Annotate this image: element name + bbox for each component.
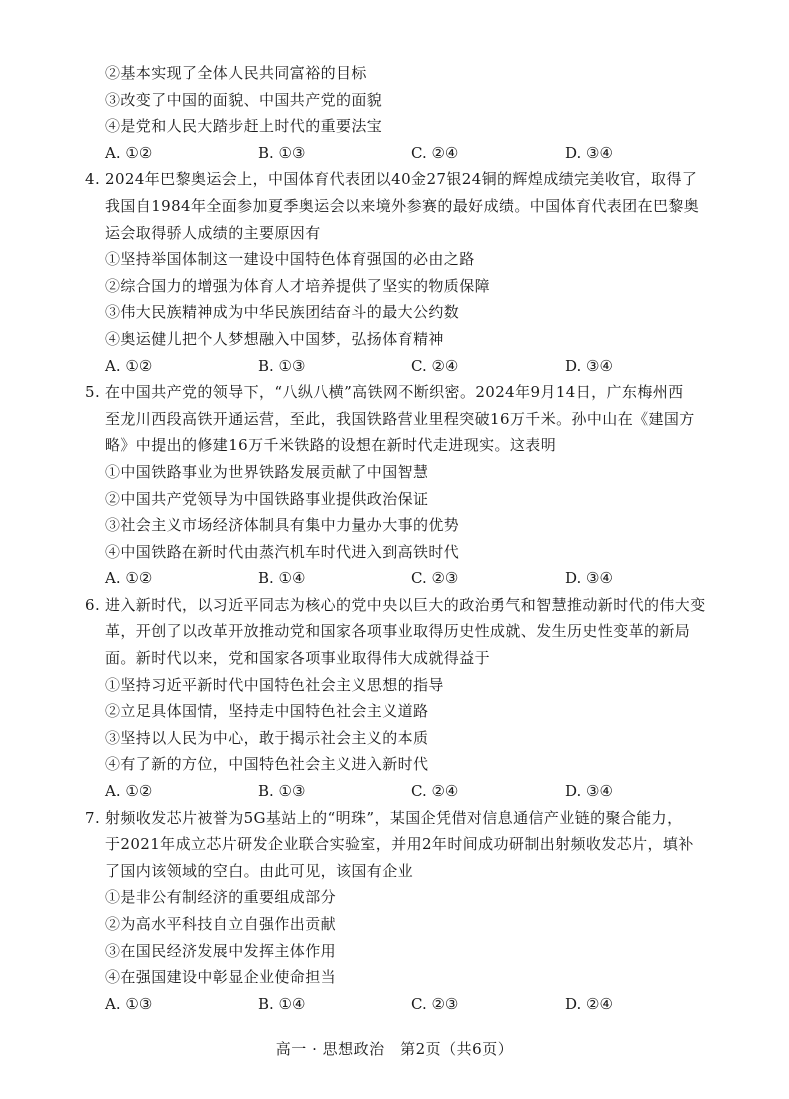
question-stem-line: 略》中提出的修建16万千米铁路的设想在新时代走进现实。这表明 xyxy=(105,436,557,455)
option-item: ②综合国力的增强为体育人才培养提供了坚实的物质保障 xyxy=(105,276,491,295)
answer-choices xyxy=(0,353,789,380)
question-5 xyxy=(0,379,789,592)
option-item: ③改变了中国的面貌、中国共产党的面貌 xyxy=(105,90,383,109)
option-item: ④中国铁路在新时代由蒸汽机车时代进入到高铁时代 xyxy=(105,542,460,561)
option-item: ②基本实现了全体人民共同富裕的目标 xyxy=(105,64,367,82)
question-stem-line: 运会取得骄人成绩的主要原因有 xyxy=(105,223,321,242)
choice-c: C. ②③ xyxy=(411,994,459,1013)
stem-text: 射频收发芯片被誉为5G基站上的“明珠”，某国企凭借对信息通信产业链的聚合能力， xyxy=(105,808,683,827)
question-6 xyxy=(0,592,789,805)
answer-choices xyxy=(0,991,789,1018)
option-item: ①是非公有制经济的重要组成部分 xyxy=(105,888,337,907)
question-stem-line xyxy=(0,592,789,619)
option-item: ③在国民经济发展中发挥主体作用 xyxy=(105,941,337,960)
choice-b: B. ①③ xyxy=(258,782,306,801)
choice-c: C. ②④ xyxy=(411,782,459,801)
question-number: 4. xyxy=(85,170,101,189)
choice-a: A. ①② xyxy=(105,782,153,801)
choice-a: A. ①② xyxy=(105,143,153,162)
option-item: ②为高水平科技自立自强作出贡献 xyxy=(105,915,337,933)
choice-b: B. ①③ xyxy=(258,356,306,375)
option-item: ①坚持习近平新时代中国特色社会主义思想的指导 xyxy=(105,675,444,694)
choice-b: B. ①④ xyxy=(258,569,306,588)
choice-c: C. ②④ xyxy=(411,143,459,162)
question-stem-line: 我国自1984年全面参加夏季奥运会以来境外参赛的最好成绩。中国体育代表团在巴黎奥 xyxy=(105,196,700,215)
answer-choices xyxy=(0,140,789,167)
question-4 xyxy=(0,166,789,379)
stem-text: 在中国共产党的领导下，“八纵八横”高铁网不断织密。2024年9月14日，广东梅州西 xyxy=(105,383,684,402)
question-number: 5. xyxy=(85,383,101,402)
option-item: ③伟大民族精神成为中华民族团结奋斗的最大公约数 xyxy=(105,303,460,322)
choice-c: C. ②④ xyxy=(411,356,459,375)
question-number: 7. xyxy=(85,808,101,827)
choice-d: D. ③④ xyxy=(565,569,613,588)
choice-d: D. ③④ xyxy=(565,143,613,162)
question-3-tail xyxy=(0,60,789,166)
choice-a: A. ①③ xyxy=(105,994,153,1013)
question-stem-line xyxy=(0,166,789,193)
question-stem-line: 面。新时代以来，党和国家各项事业取得伟大成就得益于 xyxy=(105,649,491,668)
stem-text: 2024年巴黎奥运会上，中国体育代表团以40金27银24铜的辉煌成绩完美收官，取得了 xyxy=(105,170,698,189)
choice-d: D. ②④ xyxy=(565,994,613,1013)
question-stem-line: 革，开创了以改革开放推动党和国家各项事业取得历史性成就、发生历史性变革的新局 xyxy=(105,622,691,641)
option-item: ③坚持以人民为中心，敢于揭示社会主义的本质 xyxy=(105,728,429,747)
option-item: ④是党和人民大踏步赶上时代的重要法宝 xyxy=(105,117,383,136)
question-stem-line: 于2021年成立芯片研发企业联合实验室，并用2年时间成功研制出射频收发芯片，填补 xyxy=(105,835,694,854)
option-item: ④在强国建设中彰显企业使命担当 xyxy=(105,968,337,987)
option-item: ②立足具体国情，坚持走中国特色社会主义道路 xyxy=(105,702,429,721)
question-number: 6. xyxy=(85,595,101,614)
question-stem-line: 了国内该领域的空白。由此可见，该国有企业 xyxy=(105,861,414,880)
option-item: ④有了新的方位，中国特色社会主义进入新时代 xyxy=(105,755,429,774)
choice-d: D. ③④ xyxy=(565,782,613,801)
question-stem-line xyxy=(0,379,789,406)
choice-b: B. ①③ xyxy=(258,143,306,162)
question-stem-line xyxy=(0,805,789,832)
question-7 xyxy=(0,805,789,1018)
option-item: ③社会主义市场经济体制具有集中力量办大事的优势 xyxy=(105,516,460,535)
question-content xyxy=(0,60,789,1017)
option-item: ④奥运健儿把个人梦想融入中国梦，弘扬体育精神 xyxy=(105,329,444,348)
choice-c: C. ②③ xyxy=(411,569,459,588)
answer-choices xyxy=(0,565,789,592)
question-stem-line: 至龙川西段高铁开通运营，至此，我国铁路营业里程突破16万千米。孙中山在《建国方 xyxy=(105,409,695,428)
option-item: ①坚持举国体制这一建设中国特色体育强国的必由之路 xyxy=(105,250,475,269)
stem-text: 进入新时代，以习近平同志为核心的党中央以巨大的政治勇气和智慧推动新时代的伟大变 xyxy=(105,595,706,614)
choice-b: B. ①④ xyxy=(258,994,306,1013)
page-footer: 高一 · 思想政治 第2页（共6页） xyxy=(275,1040,514,1058)
choice-a: A. ①② xyxy=(105,569,153,588)
option-item: ①中国铁路事业为世界铁路发展贡献了中国智慧 xyxy=(105,462,429,481)
choice-a: A. ①② xyxy=(105,356,153,375)
choice-d: D. ③④ xyxy=(565,356,613,375)
option-item: ②中国共产党领导为中国铁路事业提供政治保证 xyxy=(105,489,429,508)
answer-choices xyxy=(0,778,789,805)
